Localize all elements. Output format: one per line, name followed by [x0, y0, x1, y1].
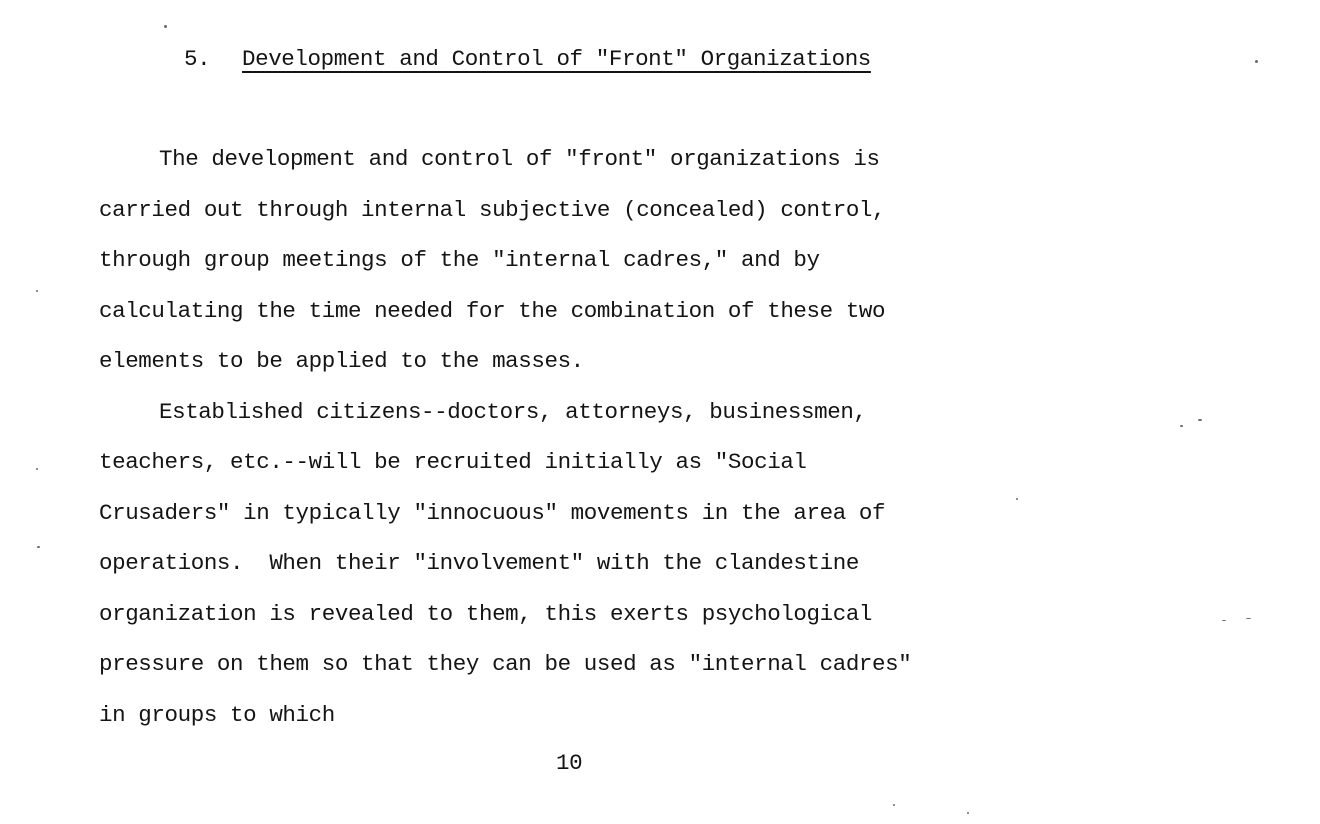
scan-speck — [1180, 425, 1183, 427]
scan-speck — [1222, 620, 1226, 621]
paragraph-line: in groups to which — [99, 701, 335, 728]
scan-speck — [37, 546, 40, 548]
paragraph-line: carried out through internal subjective (concealed) control, — [99, 196, 886, 223]
scan-speck — [1198, 419, 1202, 421]
paragraph-line: calculating the time needed for the combination of these two — [99, 297, 886, 324]
section-number: 5. — [184, 46, 211, 72]
paragraph-line: organization is revealed to them, this exerts psychological — [99, 600, 873, 627]
scan-speck — [967, 812, 969, 814]
scan-speck — [1016, 498, 1018, 500]
section-title: Development and Control of "Front" Organizations — [242, 46, 871, 72]
page-number: 10 — [556, 750, 583, 776]
section-heading — [184, 46, 871, 72]
paragraph-line: teachers, etc.--will be recruited initially as "Social — [99, 449, 807, 475]
paragraph-line: pressure on them so that they can be used as "internal cadres" — [99, 651, 912, 677]
paragraph-line: operations. When their "involvement" with the clandestine — [99, 550, 859, 576]
paragraph-line: Established citizens--doctors, attorneys, businessmen, — [159, 398, 867, 425]
scan-speck — [36, 290, 38, 292]
scan-speck — [1246, 618, 1251, 619]
scan-speck — [1255, 60, 1258, 63]
scan-speck — [36, 468, 38, 470]
paragraph-line: through group meetings of the "internal cadres," and by — [99, 247, 820, 273]
paragraph-line: The development and control of "front" organizations is — [159, 146, 880, 172]
scan-speck — [164, 25, 167, 28]
paragraph-line: elements to be applied to the masses. — [99, 348, 584, 374]
scan-speck — [893, 804, 895, 806]
body-text — [99, 142, 1059, 748]
paragraph-line: Crusaders" in typically "innocuous" movements in the area of — [99, 499, 886, 526]
